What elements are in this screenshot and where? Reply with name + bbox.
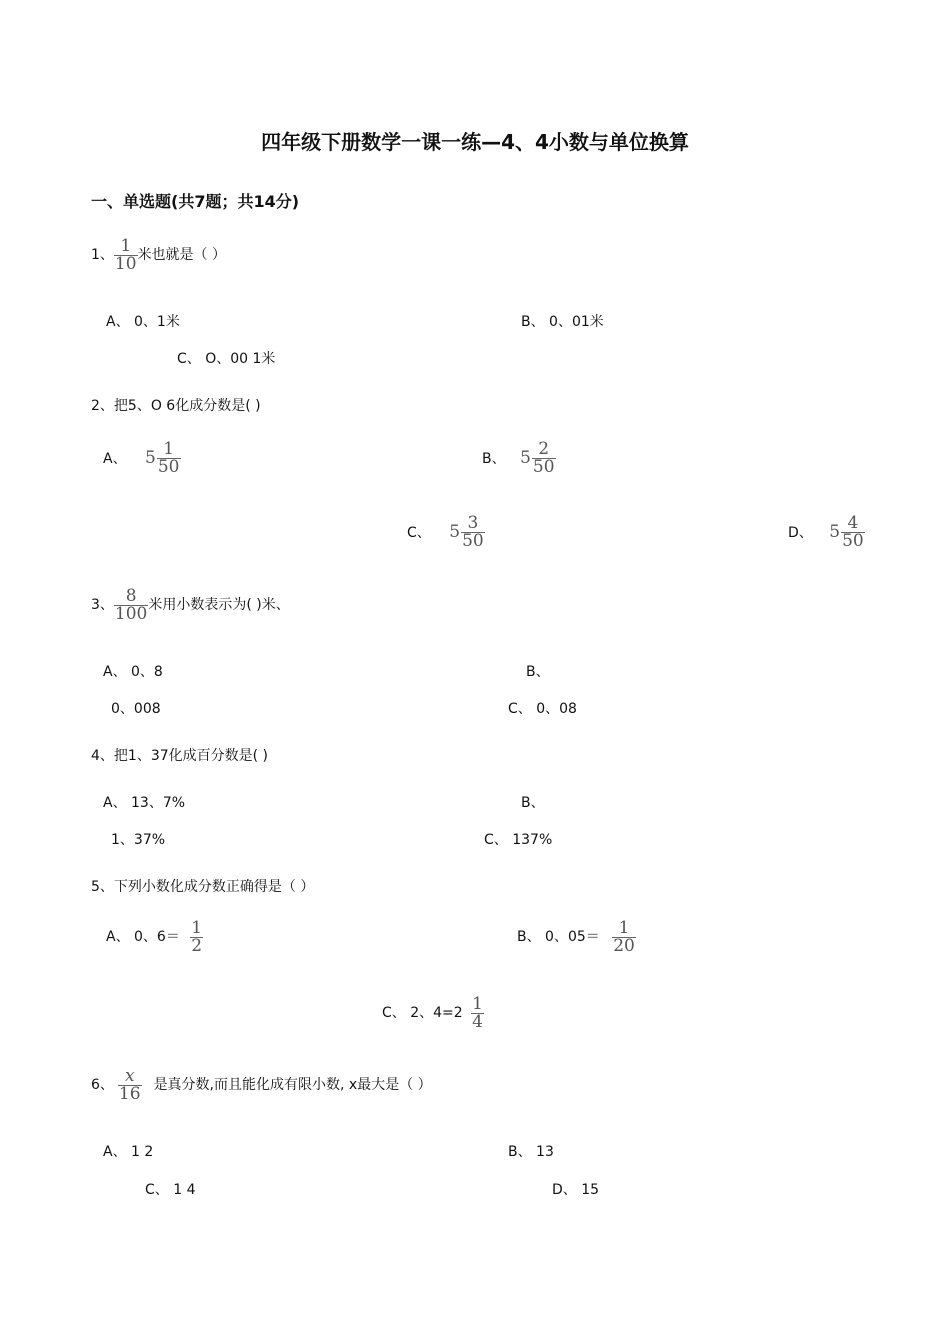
question-5: 5、下列小数化成分数正确得是（ ）: [91, 879, 315, 895]
option-c[interactable]: C、 1 4: [145, 1182, 196, 1198]
option-a[interactable]: A、 0、8: [103, 664, 163, 680]
option-text: B、 0、05＝: [517, 929, 600, 945]
question-number: 3、: [91, 597, 114, 613]
mixed-number: [145, 438, 180, 478]
fraction-denominator: 50: [532, 456, 555, 477]
mixed-whole: 5: [520, 448, 531, 468]
option-c[interactable]: [407, 512, 485, 553]
question-6: [91, 1065, 432, 1105]
fraction: [190, 917, 203, 956]
document-title: 四年级下册数学一课一练—4、4小数与单位换算: [261, 130, 689, 154]
option-a[interactable]: A、 1 2: [103, 1144, 154, 1160]
option-a[interactable]: [103, 438, 181, 479]
question-text: 米也就是（ ）: [137, 247, 227, 263]
fraction-numerator: 3: [467, 512, 479, 533]
fraction-numerator: 8: [125, 585, 137, 606]
fraction-numerator: 1: [191, 917, 203, 938]
question-text: 是真分数,而且能化成有限小数, x最大是（ ）: [153, 1077, 432, 1093]
fraction-numerator: 2: [538, 438, 550, 459]
option-b[interactable]: B、: [526, 664, 550, 680]
fraction: [114, 235, 138, 274]
fraction-denominator: 4: [472, 1011, 483, 1032]
option-c[interactable]: [382, 993, 484, 1033]
fraction: [471, 993, 484, 1032]
option-d[interactable]: D、 15: [552, 1182, 600, 1198]
fraction-numerator: 1: [120, 235, 132, 256]
option-b[interactable]: B、 13: [508, 1144, 554, 1160]
option-label: D、: [788, 525, 813, 541]
fraction-denominator: 100: [114, 603, 148, 624]
option-text: C、 2、4=2: [382, 1005, 463, 1021]
fraction-numerator: x: [124, 1065, 135, 1086]
option-label: A、: [103, 451, 127, 467]
option-a[interactable]: [106, 917, 203, 957]
option-b[interactable]: B、: [521, 795, 545, 811]
fraction-numerator: 1: [618, 917, 630, 938]
fraction-denominator: 16: [118, 1083, 141, 1104]
option-text: A、 0、6＝: [106, 929, 180, 945]
question-number: 6、: [91, 1077, 114, 1093]
option-c[interactable]: C、 O、00 1米: [177, 351, 276, 367]
question-number: 1、: [91, 247, 114, 263]
question-3: [91, 585, 290, 625]
mixed-whole: 5: [829, 522, 841, 542]
mixed-number: [520, 438, 555, 478]
option-label: C、: [407, 525, 431, 541]
option-d[interactable]: [788, 512, 865, 553]
option-b-value[interactable]: 1、37%: [111, 832, 166, 848]
fraction-denominator: 20: [613, 935, 635, 956]
option-b-value[interactable]: 0、008: [111, 701, 161, 717]
fraction-denominator: 10: [114, 253, 137, 274]
option-b[interactable]: B、 0、01米: [521, 314, 604, 330]
fraction-denominator: 50: [157, 456, 180, 477]
fraction-numerator: 4: [847, 512, 859, 533]
fraction: [118, 1065, 142, 1104]
fraction-denominator: 2: [191, 935, 203, 956]
option-c[interactable]: C、 137%: [484, 832, 553, 848]
option-b[interactable]: [482, 438, 556, 479]
option-b[interactable]: [517, 917, 636, 957]
option-a[interactable]: A、 0、1米: [106, 314, 180, 330]
question-4: 4、把1、37化成百分数是( ): [91, 748, 269, 764]
option-c[interactable]: C、 0、08: [508, 701, 577, 717]
fraction-denominator: 50: [462, 530, 484, 551]
question-2: 2、把5、O 6化成分数是( ): [91, 398, 261, 414]
fraction-numerator: 1: [472, 993, 483, 1014]
fraction: [114, 585, 148, 624]
mixed-whole: 5: [449, 522, 461, 542]
fraction-denominator: 50: [842, 530, 864, 551]
mixed-number: [829, 512, 864, 552]
option-label: B、: [482, 451, 506, 467]
section-heading: 一、单选题(共7题；共14分): [91, 192, 300, 211]
fraction-numerator: 1: [163, 438, 175, 459]
mixed-number: [449, 512, 484, 552]
question-text: 米用小数表示为( )米、: [148, 597, 290, 613]
fraction: [612, 917, 636, 956]
question-1: [91, 236, 226, 274]
option-a[interactable]: A、 13、7%: [103, 795, 186, 811]
mixed-whole: 5: [145, 448, 156, 468]
